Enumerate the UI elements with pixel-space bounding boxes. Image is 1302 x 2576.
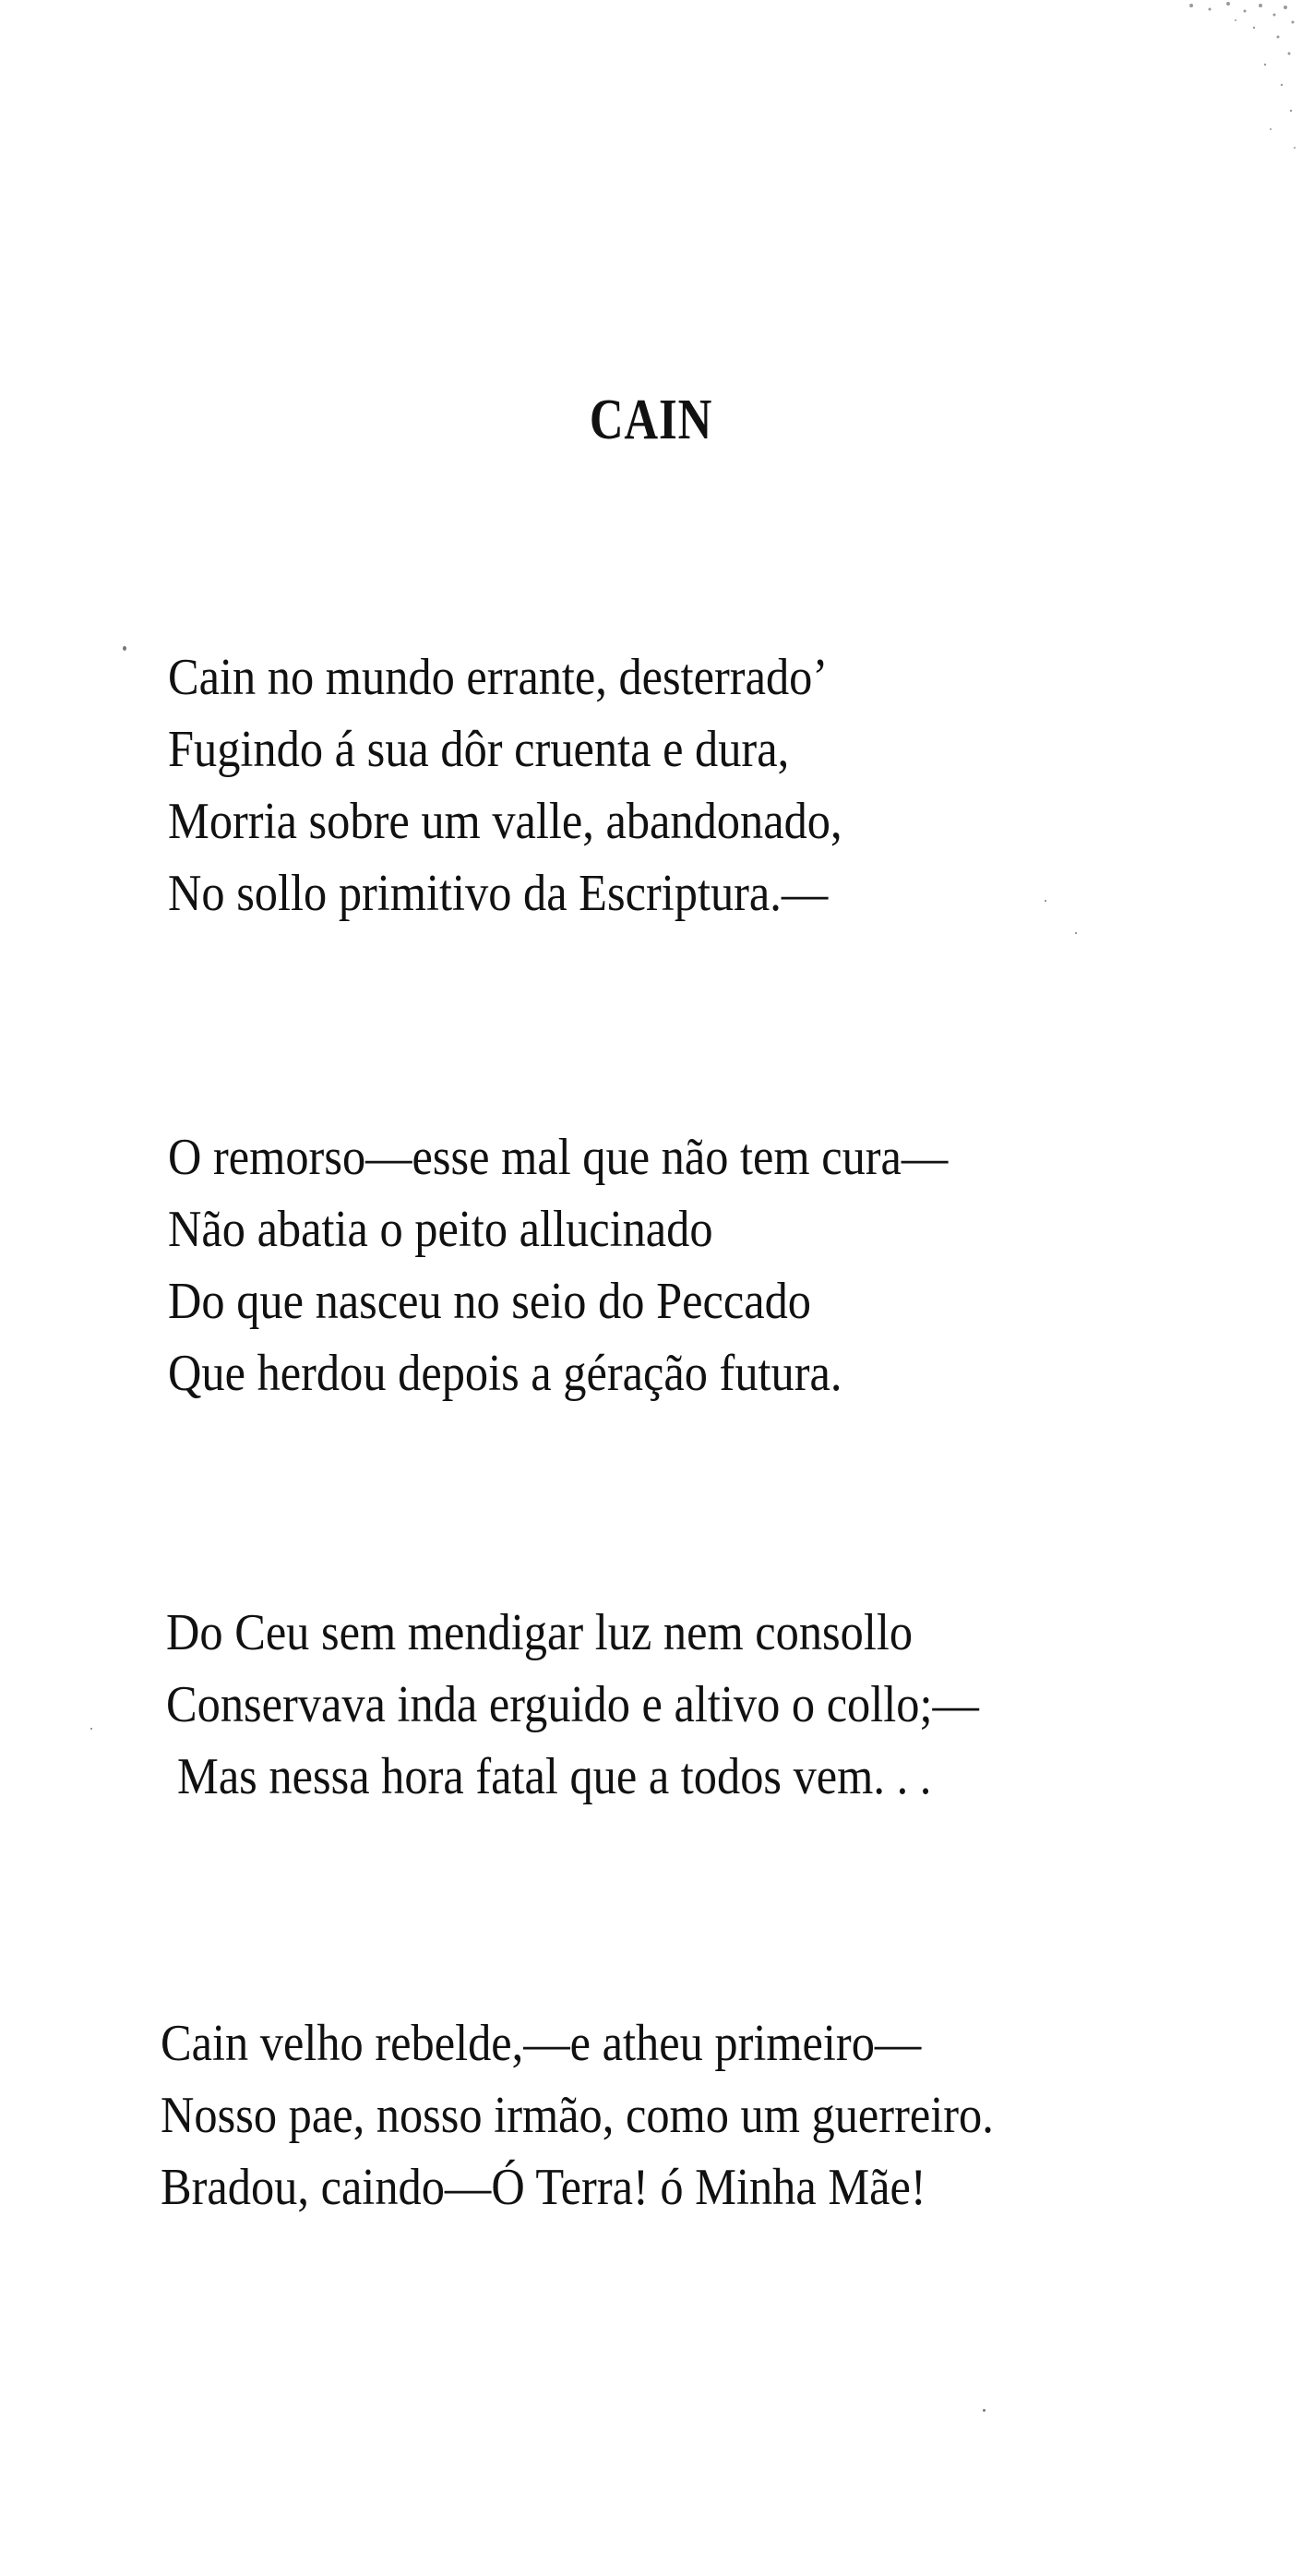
ink-speck <box>123 646 126 651</box>
poem-line: Do Ceu sem mendigar luz nem consollo <box>166 1604 914 1661</box>
poem-title: CAIN <box>589 389 713 451</box>
poem-line: Nosso pae, nosso irmão, como um guerreiro. <box>161 2087 994 2144</box>
poem-line: Bradou, caindo—Ó Terra! ó Minha Mãe! <box>161 2159 926 2216</box>
poem-line: Do que nasceu no seio do Peccado <box>168 1273 811 1330</box>
page-edge-noise <box>1081 0 1302 185</box>
poem-line: No sollo primitivo da Escriptura.— <box>168 865 829 922</box>
poem-line: Mas nessa hora fatal que a todos vem. . . <box>177 1748 932 1805</box>
ink-speck <box>1045 900 1046 902</box>
ink-speck <box>1075 932 1077 934</box>
poem-line: Cain velho rebelde,—e atheu primeiro— <box>161 2015 922 2072</box>
poem-line: Que herdou depois a géração futura. <box>168 1345 842 1402</box>
ink-speck <box>983 2409 985 2412</box>
poem-line: Morria sobre um valle, abandonado, <box>168 793 842 850</box>
ink-speck <box>90 1728 92 1730</box>
poem-line: Não abatia o peito allucinado <box>168 1201 713 1258</box>
poem-line: Cain no mundo errante, desterrado’ <box>168 649 829 706</box>
poem-line: O remorso—esse mal que não tem cura— <box>168 1129 949 1186</box>
poem-line: Fugindo á sua dôr cruenta e dura, <box>168 721 790 778</box>
poem-line: Conservava inda erguido e altivo o collo;— <box>166 1676 979 1733</box>
